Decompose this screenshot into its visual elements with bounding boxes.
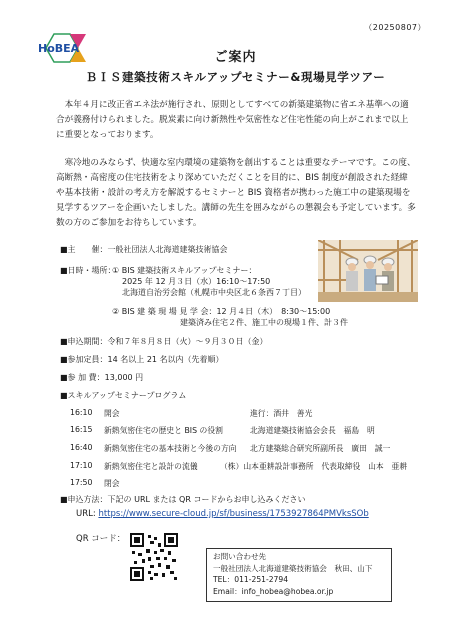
seminar-date: 2025 年 12 月３日（水）16:10～17:50: [122, 277, 271, 286]
program-time: 16:40: [70, 443, 93, 452]
intro-paragraph-1: [56, 98, 416, 143]
contact-email[interactable]: Email：info_hobea@hobea.or.jp: [213, 586, 334, 596]
fee: ■参 加 費：13,000 円: [60, 373, 144, 382]
seminar-place: 北海道自治労会館（札幌市中央区北６条西７丁目）: [122, 288, 306, 297]
contact-org: 一般社団法人北海道建築技術協会 秋田、山下: [213, 563, 373, 573]
paragraph-text: 寒冷地のみならず、快適な室内環境の建築物を創出することは重要なテーマです。この度、高断熱・高密度の住宅技術をより深めていただくことを目的に、BIS 制度が創設された経緯や基本技術・設計の考え方を解説するセミナーと BIS 資格者が携わった施工中の建築現場を見学するツアーを企画いたしました。講師の先生を囲みながらの懇親会も予定しています。多数の方のご参加をお待ちしています。: [56, 158, 416, 228]
program-item: 新熱気密住宅の基本技術と今後の方向: [104, 444, 237, 453]
program-item: 新熱気密住宅と設計の流儀: [104, 462, 198, 471]
page-title: ご案内: [214, 50, 257, 65]
program-speaker: 北方建築総合研究所副所長 廣田 誠一: [250, 444, 391, 453]
organizer-line: ■主 催：一般社団法人北海道建築技術協会: [60, 245, 228, 254]
tour-detail: 建築済み住宅２件、施工中の現場１件、計３件: [180, 318, 348, 327]
program-time: 17:10: [70, 461, 93, 470]
program-speaker: 進行：酒井 善光: [250, 409, 313, 418]
contact-title: お問い合わせ先: [213, 552, 267, 561]
apply-url-link[interactable]: https://www.secure-cloud.jp/sf/business/1753927864PMVksSOb: [98, 509, 369, 519]
paragraph-text: 本年４月に改正省エネ法が施行され、原則としてすべての新築建築物に省エネ基準への適合が義務付けられました。脱炭素に向け新熱性や気密性など住宅性能の向上がこれまで以上に重要となっております。: [56, 100, 409, 140]
url-label: URL:: [76, 509, 96, 519]
program-time: 16:10: [70, 408, 93, 417]
program-item: 閉会: [104, 479, 120, 488]
program-item: 新熱気密住宅の歴史と BIS の役割: [104, 426, 223, 435]
apply-url-row: [76, 509, 369, 519]
seminar-line: ① BIS 建築技術スキルアップセミナー：: [112, 266, 257, 275]
intro-paragraph-2: [56, 156, 416, 231]
tour-line: ② BIS 建 築 現 場 見 学 会：12 月４日（木） 8:30～15:00: [112, 307, 331, 316]
program-title: ■スキルアップセミナープログラム: [60, 391, 187, 400]
qr-code-icon: [130, 533, 178, 581]
program-item: 開会: [104, 409, 120, 418]
program-speaker: （株）山本亜耕設計事務所 代表取締役 山本 亜耕: [220, 462, 408, 471]
document-code: （20250807）: [364, 23, 426, 32]
capacity: ■参加定員：14 名以上 21 名以内（先着順）: [60, 355, 224, 364]
datetime-label: ■日時・場所：: [60, 266, 116, 275]
program-time: 17:50: [70, 478, 93, 487]
program-time: 16:15: [70, 425, 93, 434]
program-speaker: 北海道建築技術協会会長 福島 明: [250, 426, 375, 435]
application-period: ■申込期間：令和７年８月８日（火）～９月３０日（金）: [60, 337, 268, 346]
contact-box: [206, 548, 392, 602]
apply-method: ■申込方法：下記の URL または QR コードからお申し込みください: [60, 495, 306, 504]
contact-tel: TEL：011-251-2794: [213, 575, 289, 584]
construction-workers-illustration: [318, 240, 418, 302]
qr-label: QR コード：: [76, 534, 126, 544]
svg-text:HoBEA: HoBEA: [38, 42, 80, 55]
qr-code[interactable]: [130, 533, 178, 581]
event-title: ＢＩＳ建築技術スキルアップセミナー&現場見学ツアー: [85, 70, 386, 84]
